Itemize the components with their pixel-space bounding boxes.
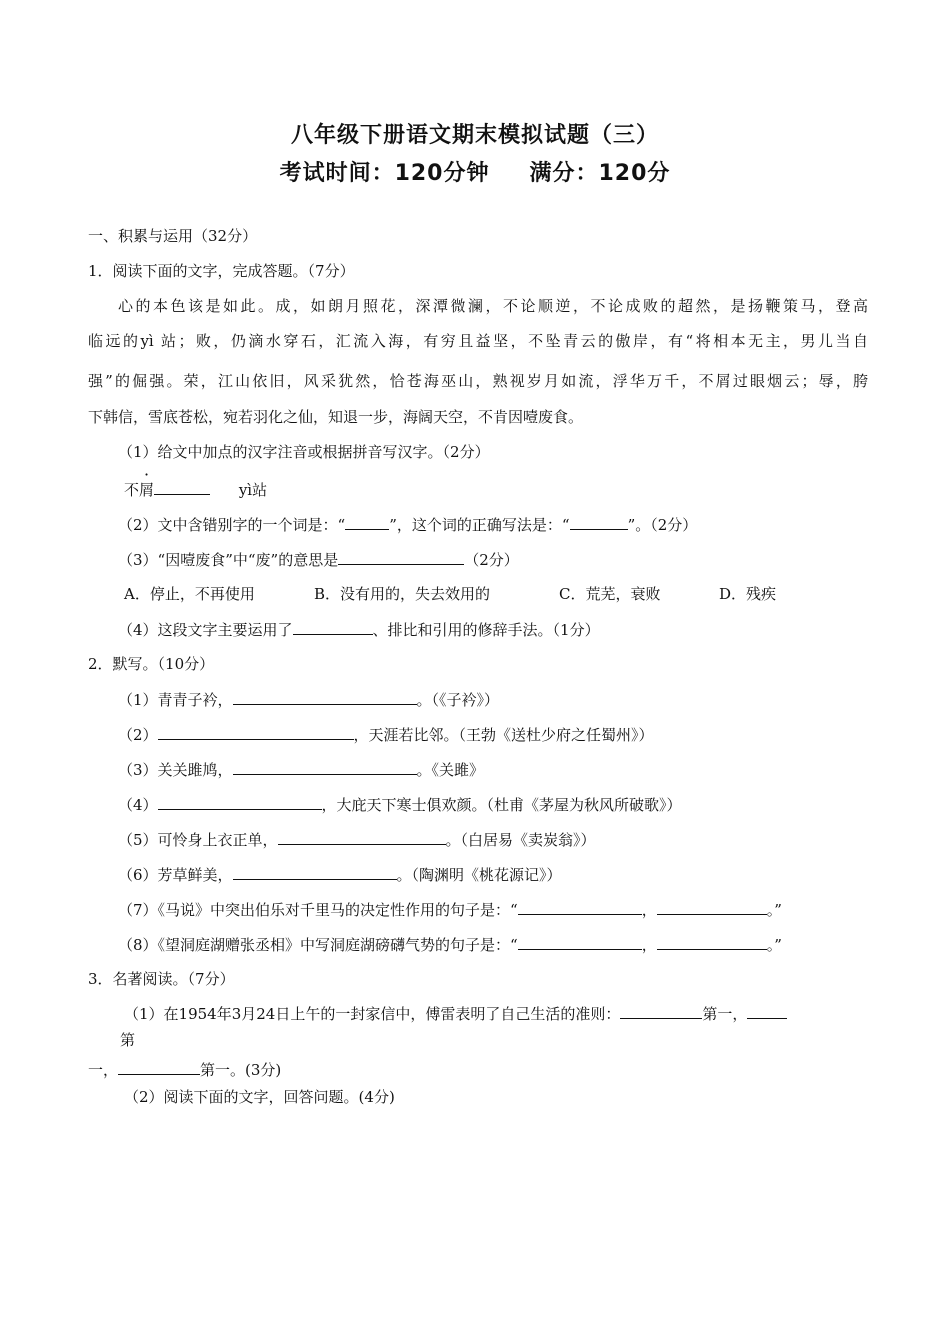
section-heading-1: 一、积累与运用（32分）	[88, 227, 258, 245]
q1-sub3-options	[124, 585, 884, 603]
exam-subtitle	[0, 156, 950, 187]
answer-blank[interactable]	[570, 515, 628, 530]
answer-blank[interactable]	[233, 865, 397, 880]
dictation-item-5: （5）可怜身上衣正单， 。（白居易《卖炭翁》）	[118, 831, 596, 849]
option-b[interactable]: B．没有用的，失去效用的	[314, 585, 491, 603]
exam-title: 八年级下册语文期末模拟试题（三）	[290, 123, 659, 148]
q1-sub4: （4）这段文字主要运用了 、排比和引用的修辞手法。（1分）	[118, 621, 600, 639]
answer-blank[interactable]	[518, 935, 642, 950]
answer-blank[interactable]	[158, 795, 322, 810]
question-1-heading: 1．阅读下面的文字，完成答题。（7分）	[88, 262, 355, 280]
dictation-item-6: （6）芳草鲜美， 。（陶渊明《桃花源记》）	[118, 866, 562, 884]
option-a[interactable]: A．停止，不再使用	[124, 585, 255, 603]
answer-blank[interactable]	[518, 900, 642, 915]
answer-blank[interactable]	[620, 1004, 702, 1019]
option-d[interactable]: D．残疾	[719, 585, 777, 603]
exam-full-score: 满分：120分	[529, 161, 671, 186]
q1-sub3: （3）“因噎废食”中“废”的意思是 （2分）	[118, 551, 519, 569]
answer-blank[interactable]	[118, 1060, 200, 1075]
answer-blank[interactable]	[233, 760, 417, 775]
answer-blank[interactable]	[747, 1004, 787, 1019]
q3-sub1-line-3: 一， 第一。(3分)	[88, 1061, 282, 1079]
word-xie-dotted: 屑	[139, 481, 155, 499]
option-c[interactable]: C．荒芜，衰败	[559, 585, 661, 603]
dictation-item-2: （2） ，天涯若比邻。（王勃《送杜少府之任蜀州》）	[118, 726, 654, 744]
pinyin-yi-zhan: yì站	[238, 481, 268, 499]
answer-blank[interactable]	[154, 480, 210, 495]
q1-sub1-answer-row	[124, 480, 267, 499]
answer-blank[interactable]	[278, 830, 446, 845]
word-bu: 不	[124, 481, 140, 499]
answer-blank[interactable]	[293, 620, 373, 635]
dictation-item-4: （4） ，大庇天下寒士俱欢颜。（杜甫《茅屋为秋风所破歌》）	[118, 796, 682, 814]
exam-time: 考试时间：120分钟	[279, 161, 490, 186]
question-2-heading: 2．默写。（10分）	[88, 655, 215, 673]
answer-blank[interactable]	[657, 935, 767, 950]
passage-line-2: 临远的yì 站；败，仍滴水穿石，汇流入海，有穷且益坚，不坠青云的傲岸，有“将相本无主，男儿当自	[88, 332, 868, 350]
answer-blank[interactable]	[233, 690, 417, 705]
dictation-item-1: （1）青青子衿， 。（《子衿》）	[118, 691, 500, 709]
dictation-item-8: （8）《望洞庭湖赠张丞相》中写洞庭湖磅礴气势的句子是：“ ， 。”	[118, 936, 782, 954]
q3-sub1-line-1: （1）在1954年3月24日上午的一封家信中，傅雷表明了自己生活的准则： 第一，	[124, 1004, 787, 1023]
q3-sub2: （2）阅读下面的文字，回答问题。(4分)	[124, 1088, 395, 1106]
passage-line-3: 强”的倔强。荣，江山依旧，风采犹然，恰苍海巫山，熟视岁月如流，浮华万千，不屑过眼烟云；辱，胯	[88, 372, 868, 390]
q3-sub1-line-2: 第	[120, 1031, 136, 1049]
answer-blank[interactable]	[657, 900, 767, 915]
passage-line-4: 下韩信，雪底苍松，宛若羽化之仙，知退一步，海阔天空，不肯因噎废食。	[88, 408, 584, 426]
q1-sub2: （2）文中含错别字的一个词是：“ ”，这个词的正确写法是：“ ”。（2分）	[118, 516, 698, 534]
answer-blank[interactable]	[338, 550, 464, 565]
q1-sub1: （1）给文中加点的汉字注音或根据拼音写汉字。（2分）	[118, 443, 490, 461]
answer-blank[interactable]	[158, 725, 354, 740]
question-3-heading: 3．名著阅读。（7分）	[88, 970, 235, 988]
answer-blank[interactable]	[345, 515, 389, 530]
dictation-item-3: （3）关关雎鸠， 。《关雎》	[118, 761, 485, 779]
dictation-item-7: （7）《马说》中突出伯乐对千里马的决定性作用的句子是：“ ， 。”	[118, 901, 782, 919]
passage-line-1: 心的本色该是如此。成，如朗月照花，深潭微澜，不论顺逆，不论成败的超然，是扬鞭策马，登高	[118, 297, 868, 315]
